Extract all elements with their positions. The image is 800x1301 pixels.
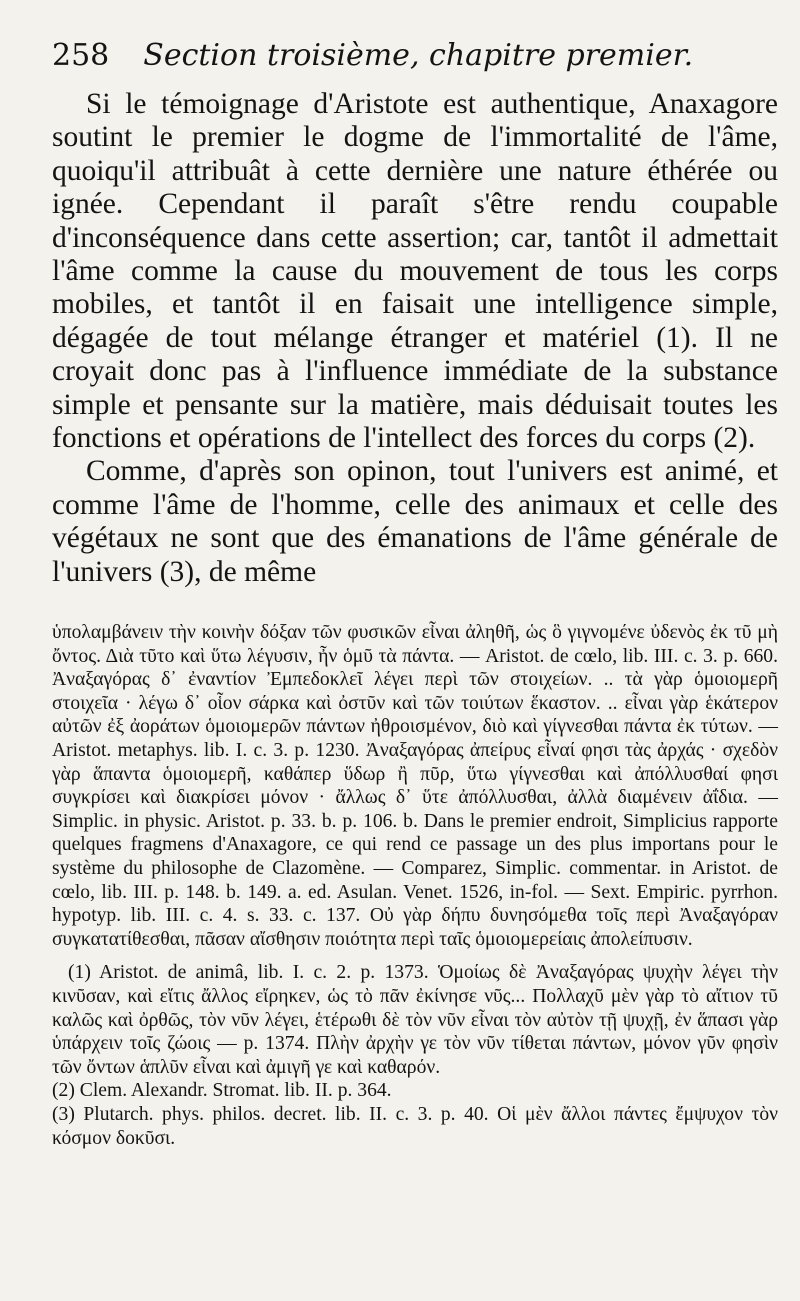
footnote: (3) Plutarch. phys. philos. decret. lib. II. c. 3. p. 40. Οἱ μὲν ἄλλοι πάντες ἔμψυχον τὸν κόσμον δοκῦσι.	[52, 1103, 778, 1149]
page-header	[52, 38, 778, 88]
paragraph: Comme, d'après son opinon, tout l'univers est animé, et comme l'âme de l'homme, celle des animaux et celle des végétaux ne sont que des émanations de l'âme générale de l'univers (3), de même	[52, 455, 778, 588]
running-title: Section troisième, chapitre premier.	[143, 38, 694, 73]
paragraph: Si le témoignage d'Aristote est authentique, Anaxagore soutint le premier le dogme de l'immortalité de l'âme, quoiqu'il attribuât à cette dernière une nature éthérée ou ignée. Cependant il paraît s'être rendu coupable d'inconséquence dans cette assertion; car, tantôt il admettait l'âme comme la cause du mouvement de tous les corps mobiles, et tantôt il en faisait une intelligence simple, dégagée de tout mélange étranger et matériel (1). Il ne croyait donc pas à l'influence immédiate de la substance simple et pensante sur la matière, mais déduisait toutes les fonctions et opérations de l'intellect des forces du corps (2).	[52, 88, 778, 455]
footnote: (2) Clem. Alexandr. Stromat. lib. II. p. 364.	[52, 1080, 392, 1102]
notes-section	[52, 621, 778, 1150]
main-text	[52, 88, 778, 589]
continued-note: ὑπολαμβάνειν τὴν κοινὴν δόξαν τῶν φυσικῶν εἶναι ἀληθῆ, ὡς ὃ γιγνομένε ὐδενὸς ἐκ τῦ μὴ ὄντος. Διὰ τῦτο καὶ ὕτω λέγυσιν, ἦν ὁμῦ τὰ πάντα. — Aristot. de cœlo, lib. III. c. 3. p. 660. Ἀναξαγόρας δ᾽ ἐναντίον Ἐμπεδοκλεῖ λέγει περὶ τῶν στοιχείων. .. τὰ γὰρ ὁμοιομερῆ στοιχεῖα · λέγω δ᾽ οἷον σάρκα καὶ ὀστῦν καὶ τῶν τοιύτων ἕκαστον. .. εἶναι γὰρ ἑκάτερον αὐτῶν ἐξ ἀοράτων ὁμοιομερῶν πάντων ἠθροισμένον, διὸ καὶ γίγνεσθαι πάντα ἐκ τύτων. — Aristot. metaphys. lib. I. c. 3. p. 1230. Ἀναξαγόρας ἀπείρυς εἶναί φησι τὰς ἀρχάς · σχεδὸν γὰρ ἅπαντα ὁμοιομερῆ, καθάπερ ὕδωρ ἢ πῦρ, ὕτω γίγνεσθαι καὶ ἀπόλλυσθαί φησι συγκρίσει καὶ διακρίσει μόνον · ἄλλως δ᾽ ὕτε ἀπόλλυσθαι, ἀλλὰ διαμένειν ἀΐδια. — Simplic. in physic. Aristot. p. 33. b. p. 106. b. Dans le premier endroit, Simplicius rapporte quelques fragmens d'Anaxagore, ce qui rend ce passage un des plus importans pour le système du philosophe de Clazomène. — Comparez, Simplic. commentar. in Aristot. de cœlo, lib. III. p. 148. b. 149. a. ed. Asulan. Venet. 1526, in-fol. — Sext. Empiric. pyrrhon. hypotyp. lib. III. c. 4. s. 33. c. 137. Οὐ γὰρ δήπυ δυνησόμεθα τοῖς περὶ Ἀναξαγόραν συγκατατίθεσθαι, πᾶσαν αἴσθησιν ποιότητα περὶ ταῖς ὁμοιομερείαις ἀπολείπυσιν.	[52, 622, 778, 950]
footnote: (1) Aristot. de animâ, lib. I. c. 2. p. 1373. Ὁμοίως δὲ Ἀναξαγόρας ψυχὴν λέγει τὴν κινῦσαν, καὶ εἴτις ἄλλος εἴρηκεν, ὡς τὸ πᾶν ἐκίνησε νῦς... Πολλαχῦ μὲν γὰρ τὸ αἴτιον τῦ καλῶς καὶ ὀρθῶς, τὸν νῦν λέγει, ἑτέρωθι δὲ τὸν νῦν εἶναι τὸν αὐτὸν τῇ ψυχῇ, ἐν ἅπασι γὰρ ὑπάρχειν τοῖς ζώοις — p. 1374. Πλὴν ἀρχὴν γε τὸν νῦν τίθεται πάντων, μόνον γῦν φησὶν τῶν ὄντων ἁπλῦν εἶναι καὶ ἀμιγῆ γε καὶ καθαρόν.	[52, 962, 778, 1078]
page-number: 258	[52, 38, 110, 73]
